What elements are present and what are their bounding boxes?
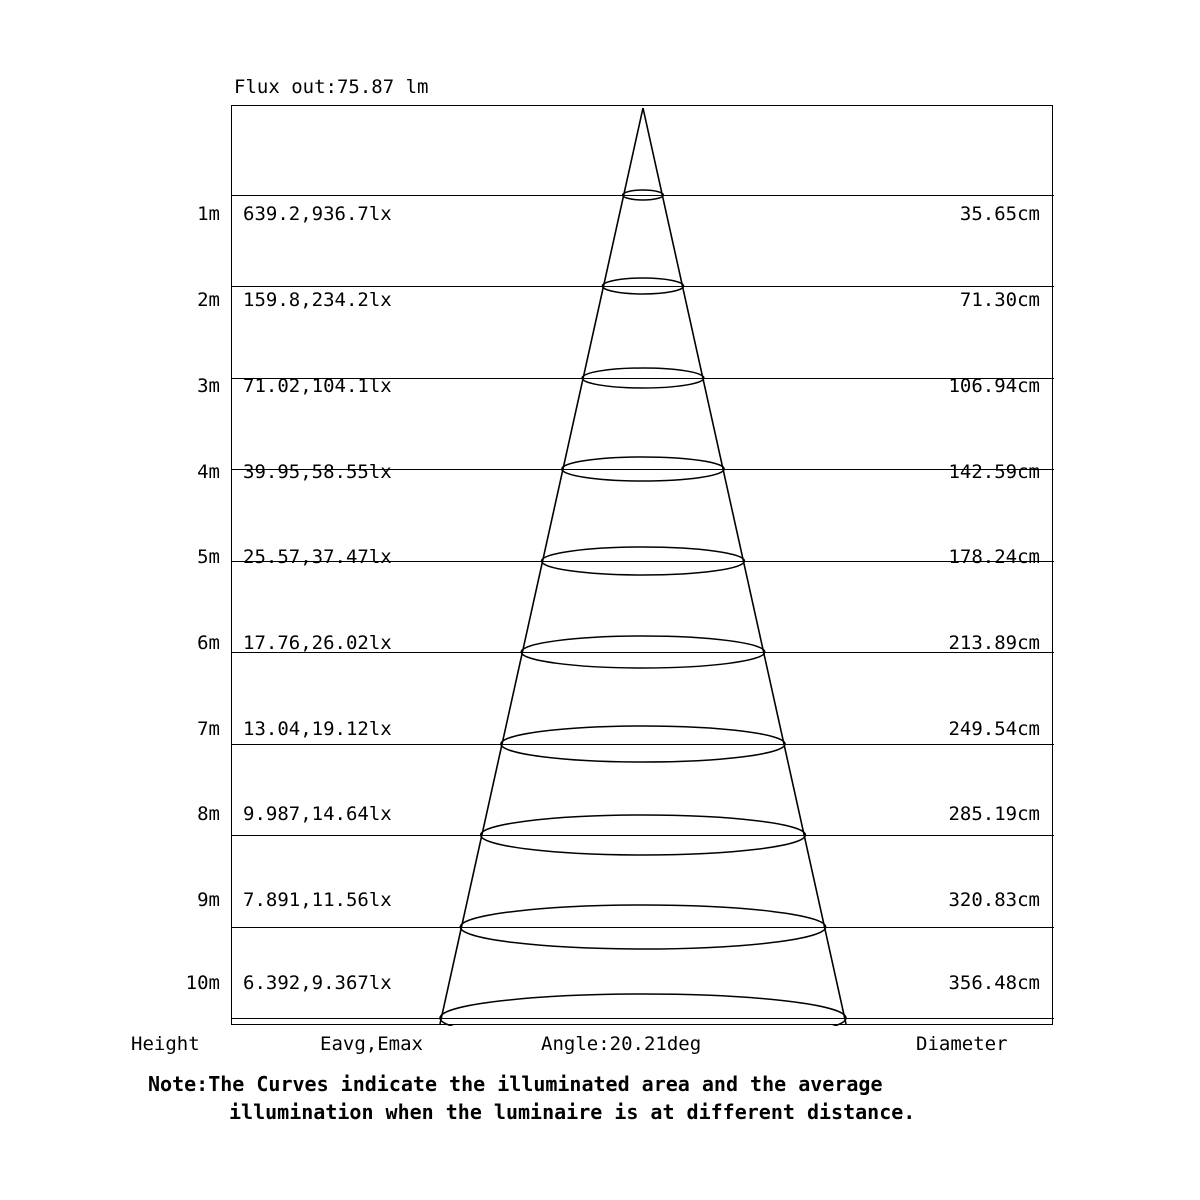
gridline-2m [232,286,1054,287]
height-label-3m: 3m [197,375,220,397]
diameter-4m: 142.59cm [948,461,1040,483]
gridline-8m [232,835,1054,836]
gridline-1m [232,195,1054,196]
eavg-emax-6m: 17.76,26.02lx [243,632,392,654]
eavg-emax-9m: 7.891,11.56lx [243,889,392,911]
height-label-2m: 2m [197,289,220,311]
diameter-9m: 320.83cm [948,889,1040,911]
diameter-2m: 71.30cm [959,289,1040,311]
diameter-6m: 213.89cm [948,632,1040,654]
note-line-2: illumination when the luminaire is at different distance. [229,1100,916,1124]
height-label-7m: 7m [197,718,220,740]
height-label-4m: 4m [197,461,220,483]
beam-ellipse-10m [440,994,846,1026]
flux-output-label: Flux out:75.87 lm [234,76,429,98]
axis-caption-height: Height [131,1033,200,1055]
eavg-emax-7m: 13.04,19.12lx [243,718,392,740]
eavg-emax-4m: 39.95,58.55lx [243,461,392,483]
axis-caption-angle: Angle:20.21deg [541,1033,702,1055]
gridline-9m [232,927,1054,928]
height-label-9m: 9m [197,889,220,911]
diameter-8m: 285.19cm [948,803,1040,825]
height-label-6m: 6m [197,632,220,654]
eavg-emax-10m: 6.392,9.367lx [243,972,392,994]
gridline-7m [232,744,1054,745]
cone-left-edge [440,108,643,1024]
diameter-7m: 249.54cm [948,718,1040,740]
height-label-1m: 1m [197,203,220,225]
axis-caption-eavg-emax: Eavg,Emax [320,1033,423,1055]
height-label-10m: 10m [185,972,220,994]
height-label-5m: 5m [197,546,220,568]
eavg-emax-5m: 25.57,37.47lx [243,546,392,568]
diameter-5m: 178.24cm [948,546,1040,568]
eavg-emax-3m: 71.02,104.1lx [243,375,392,397]
diameter-10m: 356.48cm [948,972,1040,994]
eavg-emax-2m: 159.8,234.2lx [243,289,392,311]
gridline-10m [232,1018,1054,1019]
eavg-emax-8m: 9.987,14.64lx [243,803,392,825]
eavg-emax-1m: 639.2,936.7lx [243,203,392,225]
diameter-3m: 106.94cm [948,375,1040,397]
note-line-1: Note:The Curves indicate the illuminated area and the average [148,1072,883,1096]
axis-caption-diameter: Diameter [916,1033,1008,1055]
diameter-1m: 35.65cm [959,203,1040,225]
height-label-8m: 8m [197,803,220,825]
